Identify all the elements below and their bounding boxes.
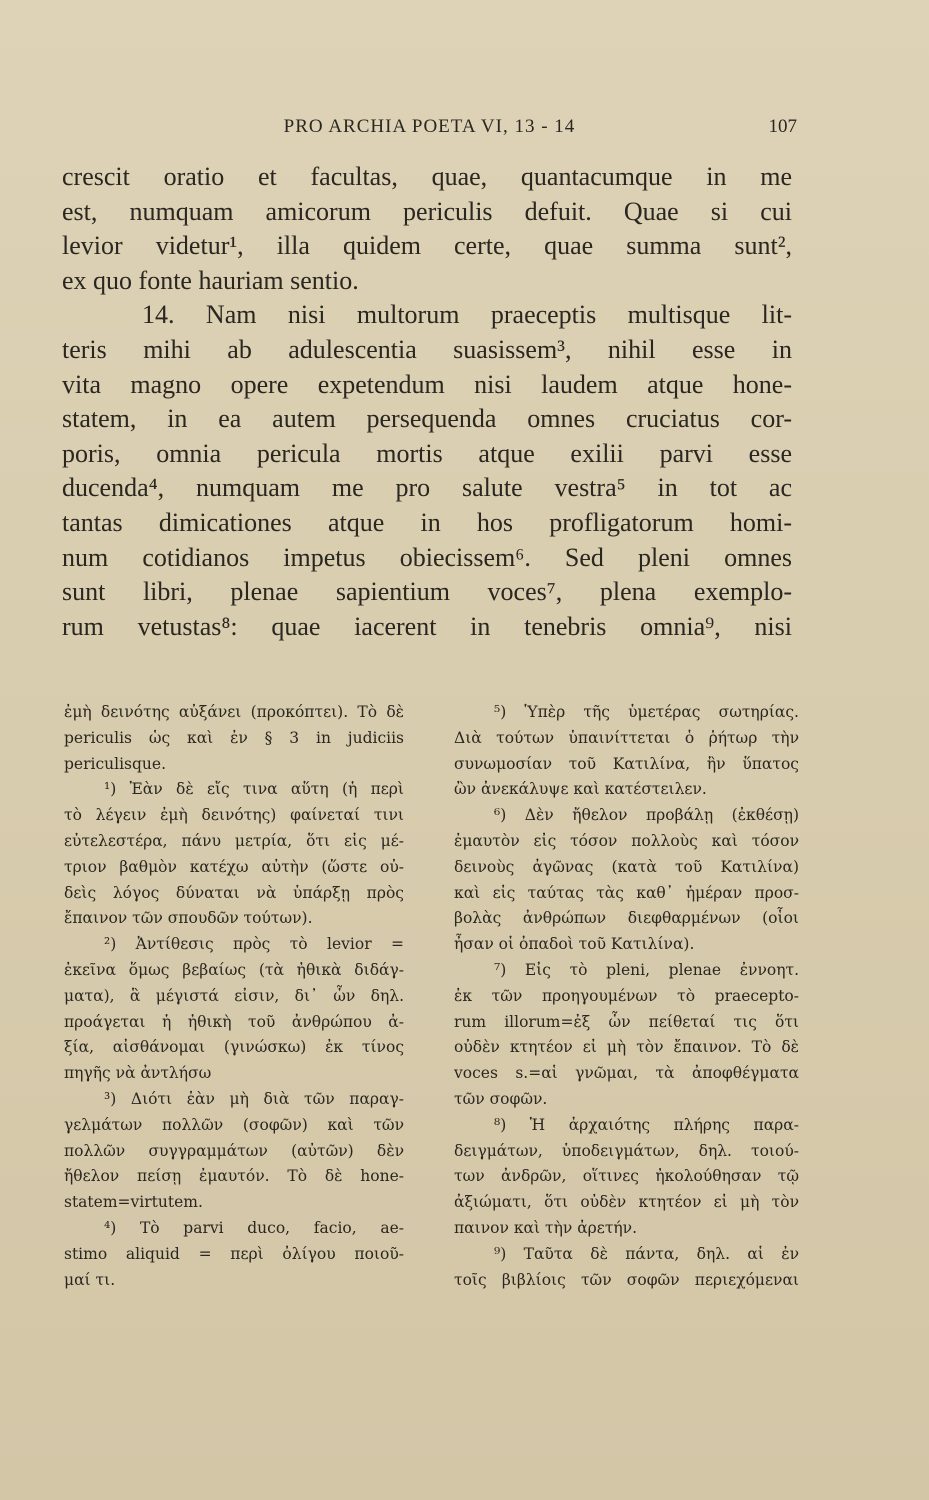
main-latin-text (62, 160, 792, 644)
note-line: statem=virtutem. (64, 1193, 203, 1212)
note-line: δειγμάτων, ὑποδειγμάτων, δηλ. τοιού- (454, 1141, 799, 1160)
text-line: tantas dimicationes atque in hos profligatorum homi- (62, 507, 792, 537)
page-number: 107 (768, 116, 797, 137)
note-line: τοῖς βιβλίοις τῶν σοφῶν περιεχόμεναι (454, 1270, 799, 1289)
text-line: 14. Nam nisi multorum praeceptis multisque lit- (142, 300, 792, 330)
note-line: πολλῶν συγγραμμάτων (αὐτῶν) δὲν (64, 1141, 404, 1160)
note-line: προάγεται ἡ ἠθικὴ τοῦ ἀνθρώπου ἀ- (64, 1012, 404, 1031)
text-line: crescit oratio et facultas, quae, quantacumque in me (62, 162, 792, 191)
note-line: periculis ὡς καὶ ἐν § 3 in judiciis (64, 728, 404, 747)
note-line: δεινοὺς ἀγῶνας (κατὰ τοῦ Κατιλίνα) (454, 857, 799, 876)
text-line: rum vetustas⁸: quae iacerent in tenebris omnia⁹, nisi (62, 611, 792, 641)
note-line: ἐμὴ δεινότης αὐξάνει (προκόπτει). Τὸ δὲ (64, 703, 404, 721)
note-line: συνωμοσίαν τοῦ Κατιλίνα, ἣν ὕπατος (454, 754, 799, 773)
text-line: num cotidianos impetus obiecissem⁶. Sed pleni omnes (62, 542, 792, 572)
note-line: παινον καὶ τὴν ἀρετήν. (454, 1218, 638, 1237)
text-line: levior videtur¹, illa quidem certe, quae summa sunt², (62, 231, 792, 261)
note-line: ⁵) Ὑπὲρ τῆς ὑμετέρας σωτηρίας. (494, 703, 799, 721)
note-line: ⁹) Ταῦτα δὲ πάντα, δηλ. αἱ ἐν (494, 1244, 799, 1263)
note-line: βολὰς ἀνθρώπων διεφθαρμένων (οἷοι (454, 909, 799, 928)
note-line: καὶ εἰς ταύτας τὰς καθ᾽ ἡμέραν προσ- (454, 883, 799, 902)
text-line: ducenda⁴, numquam me pro salute vestra⁵ in tot ac (62, 473, 792, 503)
note-line: γελμάτων πολλῶν (σοφῶν) καὶ τῶν (64, 1115, 404, 1134)
text-line: statem, in ea autem persequenda omnes cruciatus cor- (62, 404, 792, 434)
footnotes-right-column (454, 700, 799, 1293)
note-line: πηγῆς νὰ ἀντλήσω (64, 1064, 212, 1083)
note-line: ἦσαν οἱ ὀπαδοὶ τοῦ Κατιλίνα). (454, 935, 695, 954)
note-line: ἐκεῖνα ὅμως βεβαίως (τὰ ἠθικὰ διδάγ- (64, 960, 404, 979)
note-line: ⁷) Εἰς τὸ pleni, plenae ἐννοητ. (494, 960, 799, 979)
text-line: ex quo fonte hauriam sentio. (62, 265, 359, 295)
note-line: ⁸) Ἡ ἀρχαιότης πλήρης παρα- (494, 1115, 799, 1134)
note-line: ξία, αἰσθάνομαι (γινώσκω) ἐκ τίνος (64, 1038, 404, 1057)
note-line: ἤθελον πείσῃ ἐμαυτόν. Τὸ δὲ hone- (64, 1167, 404, 1186)
note-line: ἔπαινον τῶν σπουδῶν τούτων). (64, 909, 313, 928)
note-line: ³) Διότι ἐὰν μὴ διὰ τῶν παραγ- (104, 1089, 404, 1108)
text-line: est, numquam amicorum periculis defuit. Quae si cui (62, 196, 792, 226)
note-line: ὢν ἀνεκάλυψε καὶ κατέστειλεν. (454, 780, 707, 799)
note-line: των ἀνδρῶν, οἵτινες ἠκολούθησαν τῷ (454, 1167, 799, 1186)
note-line: ἐκ τῶν προηγουμένων τὸ praecepto- (454, 986, 799, 1005)
note-line: τριον βαθμὸν κατέχω αὐτὴν (ὥστε οὐ- (64, 857, 404, 876)
note-line: τῶν σοφῶν. (454, 1089, 548, 1108)
note-line: ²) Ἀντίθεσις πρὸς τὸ levior = (104, 935, 404, 954)
note-line: ματα), ἃ μέγιστά εἰσιν, δι᾽ ὧν δηλ. (64, 986, 404, 1005)
running-header (62, 116, 797, 146)
note-line: voces s.=αἱ γνῶμαι, τὰ ἀποφθέγματα (454, 1064, 799, 1083)
note-line: ⁴) Τὸ parvi duco, facio, ae- (104, 1218, 404, 1237)
note-line: τὸ λέγειν ἐμὴ δεινότης) φαίνεταί τινι (64, 806, 404, 825)
running-title: PRO ARCHIA POETA VI, 13 - 14 (283, 116, 576, 137)
note-line: δεὶς λόγος δύναται νὰ ὑπάρξῃ πρὸς (64, 883, 404, 902)
note-line: εὐτελεστέρα, πάνυ μετρία, ὅτι εἰς μέ- (64, 831, 404, 850)
note-line: rum illorum=ἐξ ὧν πείθεταί τις ὅτι (454, 1012, 799, 1031)
note-line: periculisque. (64, 754, 166, 773)
text-line: poris, omnia pericula mortis atque exilii parvi esse (62, 438, 792, 468)
note-line: Διὰ τούτων ὑπαινίττεται ὁ ῥήτωρ τὴν (454, 728, 799, 747)
note-line: ἀξιώματι, ὅτι οὐδὲν κτητέον εἰ μὴ τὸν (454, 1193, 799, 1212)
note-line: stimo aliquid = περὶ ὀλίγου ποιοῦ- (64, 1244, 404, 1263)
note-line: ⁶) Δὲν ἤθελον προβάλῃ (ἐκθέσῃ) (494, 806, 799, 825)
note-line: οὐδὲν κτητέον εἰ μὴ τὸν ἔπαινον. Τὸ δὲ (454, 1038, 799, 1057)
footnotes-left-column (64, 700, 404, 1293)
note-line: μαί τι. (64, 1270, 116, 1289)
text-line: teris mihi ab adulescentia suasissem³, nihil esse in (62, 334, 792, 364)
note-line: ἐμαυτὸν εἰς τόσον πολλοὺς καὶ τόσον (454, 831, 799, 850)
text-line: vita magno opere expetendum nisi laudem atque hone- (62, 369, 792, 399)
text-line: sunt libri, plenae sapientium voces⁷, plena exemplo- (62, 577, 792, 607)
note-line: ¹) Ἐὰν δὲ εἴς τινα αὕτη (ἡ περὶ (104, 780, 404, 799)
